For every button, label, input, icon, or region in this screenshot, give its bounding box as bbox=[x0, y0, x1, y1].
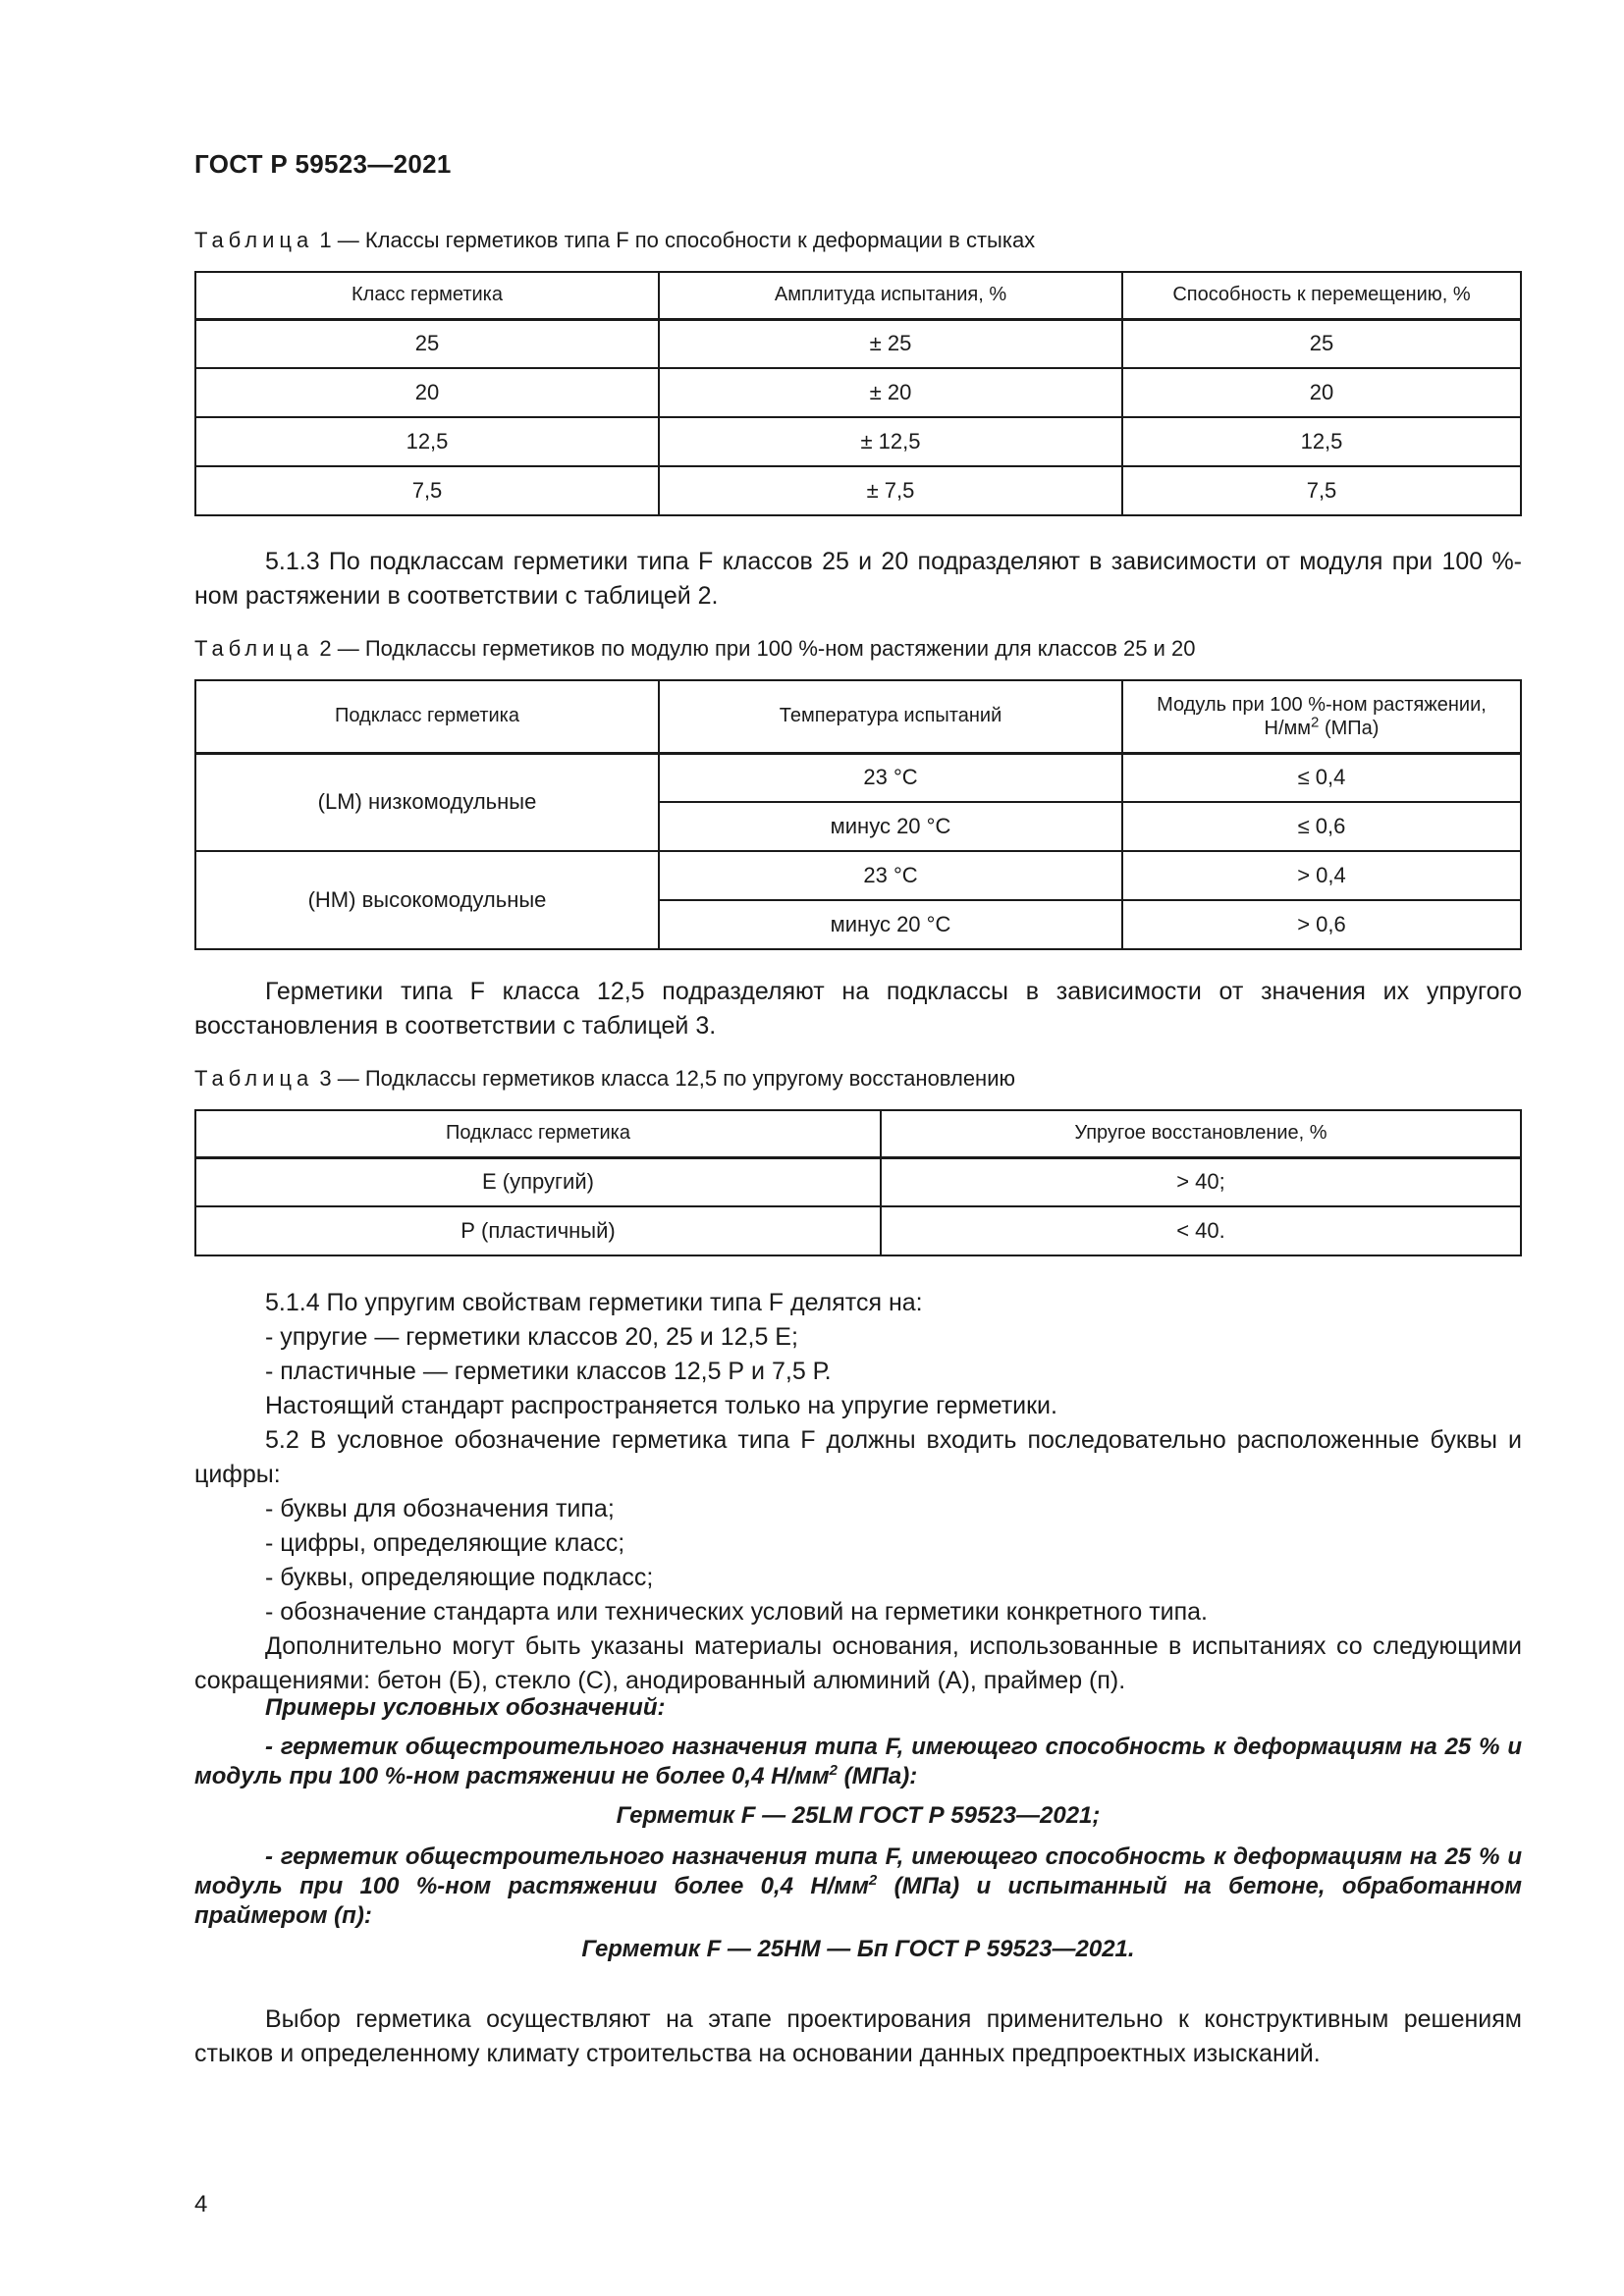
table3 bbox=[194, 1109, 1522, 1256]
table3-caption-block bbox=[194, 1066, 1522, 1092]
page-number: 4 bbox=[194, 2191, 208, 2217]
table-cell: 20 bbox=[195, 368, 659, 417]
table-cell: > 0,4 bbox=[1122, 851, 1521, 900]
table-cell: минус 20 °C bbox=[659, 802, 1122, 851]
table3-wrapper bbox=[194, 1109, 1522, 1256]
table1 bbox=[194, 271, 1522, 516]
table2 bbox=[194, 679, 1522, 950]
example-1-text: - герметик общестроительного назначения типа F, имеющего способность к деформациям на 25 % и модуль при 100 %-ном растяжении не более 0,4 $Н/мм^2$ (МПа): bbox=[194, 1734, 1522, 1789]
document-header: ГОСТ Р 59523—2021 bbox=[194, 149, 452, 179]
table2-caption: Таблица 2 — Подклассы герметиков по модулю при 100 %-ном растяжении для классов 25 и 20 bbox=[194, 636, 1196, 661]
paragraph-additional: Дополнительно могут быть указаны материалы основания, использованные в испытаниях со следующими сокращениями: бетон (Б), стекло (С), анодированный алюминий (А), праймер (п). bbox=[194, 1632, 1522, 1694]
paragraph-5-2: 5.2 В условное обозначение герметика типа F должны входить последовательно расположенные буквы и цифры: bbox=[194, 1426, 1522, 1488]
table2-wrapper bbox=[194, 679, 1522, 950]
list-item: - цифры, определяющие класс; bbox=[265, 1529, 625, 1557]
table-cell: 7,5 bbox=[195, 466, 659, 515]
table-cell: ≤ 0,6 bbox=[1122, 802, 1521, 851]
table-header-row bbox=[195, 272, 1521, 319]
table-cell: 12,5 bbox=[195, 417, 659, 466]
paragraph-class-12-5: Герметики типа F класса 12,5 подразделяют на подклассы в зависимости от значения их упругого восстановления в соответствии с таблицей 3. bbox=[194, 978, 1522, 1040]
table1-wrapper bbox=[194, 271, 1522, 516]
table-header-cell: Подкласс герметика bbox=[195, 1110, 881, 1157]
table-header-row bbox=[195, 1110, 1521, 1157]
table-cell: ± 7,5 bbox=[659, 466, 1122, 515]
table-cell-subclass: (LM) низкомодульные bbox=[195, 753, 659, 851]
section-5-1-4 bbox=[194, 1286, 1522, 1698]
example-1-designation: Герметик F — 25LM ГОСТ Р 59523—2021; bbox=[616, 1802, 1101, 1829]
table-cell: 23 °C bbox=[659, 851, 1122, 900]
table-header-cell: Класс герметика bbox=[195, 272, 659, 319]
table2-caption-block bbox=[194, 636, 1522, 662]
table-row bbox=[195, 1157, 1521, 1206]
table-header-cell: Амплитуда испытания, % bbox=[659, 272, 1122, 319]
section-class-12-5 bbox=[194, 975, 1522, 1043]
table-row bbox=[195, 466, 1521, 515]
paragraph-5-1-4: 5.1.4 По упругим свойствам герметики типа F делятся на: bbox=[265, 1289, 923, 1316]
table-row bbox=[195, 417, 1521, 466]
table-header-cell: Модуль при 100 %-ном растяжении, $Н/мм^2$ (МПа) bbox=[1122, 680, 1521, 753]
section-choice bbox=[194, 2002, 1522, 2071]
table-cell: > 40; bbox=[881, 1157, 1521, 1206]
table-cell: ± 25 bbox=[659, 319, 1122, 368]
table-cell: 25 bbox=[1122, 319, 1521, 368]
example-2-text: - герметик общестроительного назначения типа F, имеющего способность к деформациям на 25 % и модуль при 100 %-ном растяжении более 0,4 $Н/мм^2$ (МПа) и испытанный на бетоне, обработанном праймером (п): bbox=[194, 1843, 1522, 1929]
list-item: - обозначение стандарта или технических условий на герметики конкретного типа. bbox=[265, 1598, 1208, 1626]
table-cell: ≤ 0,4 bbox=[1122, 753, 1521, 802]
table-cell: ± 20 bbox=[659, 368, 1122, 417]
table-cell-subclass: (НМ) высокомодульные bbox=[195, 851, 659, 949]
table3-caption: Таблица 3 — Подклассы герметиков класса 12,5 по упругому восстановлению bbox=[194, 1066, 1015, 1091]
paragraph-choice: Выбор герметика осуществляют на этапе проектирования применительно к конструктивным решениям стыков и определенному климату строительства на основании данных предпроектных изысканий. bbox=[194, 2005, 1522, 2067]
table1-caption-block bbox=[194, 228, 1522, 253]
table-cell: минус 20 °C bbox=[659, 900, 1122, 949]
table-header-cell: Подкласс герметика bbox=[195, 680, 659, 753]
table-cell: 23 °C bbox=[659, 753, 1122, 802]
table-header-cell: Способность к перемещению, % bbox=[1122, 272, 1521, 319]
table-header-cell: Температура испытаний bbox=[659, 680, 1122, 753]
table-cell: Е (упругий) bbox=[195, 1157, 881, 1206]
table-header-cell: Упругое восстановление, % bbox=[881, 1110, 1521, 1157]
table-cell: 25 bbox=[195, 319, 659, 368]
table-cell: 12,5 bbox=[1122, 417, 1521, 466]
table-cell: 20 bbox=[1122, 368, 1521, 417]
table-cell: ± 12,5 bbox=[659, 417, 1122, 466]
list-item: - буквы для обозначения типа; bbox=[265, 1495, 615, 1522]
table-row bbox=[195, 368, 1521, 417]
table-cell: > 0,6 bbox=[1122, 900, 1521, 949]
paragraph-scope: Настоящий стандарт распространяется только на упругие герметики. bbox=[265, 1392, 1057, 1419]
example-2-designation: Герметик F — 25НМ — Бп ГОСТ Р 59523—2021. bbox=[581, 1936, 1135, 1962]
table-row bbox=[195, 1206, 1521, 1255]
table-row bbox=[195, 319, 1521, 368]
table-row bbox=[195, 851, 1521, 900]
list-item: - упругие — герметики классов 20, 25 и 12,5 Е; bbox=[265, 1323, 798, 1351]
table-cell: < 40. bbox=[881, 1206, 1521, 1255]
paragraph-5-1-3: 5.1.3 По подклассам герметики типа F классов 25 и 20 подразделяют в зависимости от модуля при 100 %-ном растяжении в соответствии с таблицей 2. bbox=[194, 548, 1522, 610]
examples-title: Примеры условных обозначений: bbox=[265, 1694, 666, 1721]
examples-block bbox=[194, 1693, 1522, 1964]
table-row bbox=[195, 753, 1521, 802]
table-cell: Р (пластичный) bbox=[195, 1206, 881, 1255]
list-item: - пластичные — герметики классов 12,5 Р и 7,5 Р. bbox=[265, 1358, 832, 1385]
table-header-row bbox=[195, 680, 1521, 753]
section-5-1-3 bbox=[194, 545, 1522, 614]
table1-caption: Таблица 1 — Классы герметиков типа F по способности к деформации в стыках bbox=[194, 228, 1036, 252]
list-item: - буквы, определяющие подкласс; bbox=[265, 1564, 654, 1591]
table-cell: 7,5 bbox=[1122, 466, 1521, 515]
